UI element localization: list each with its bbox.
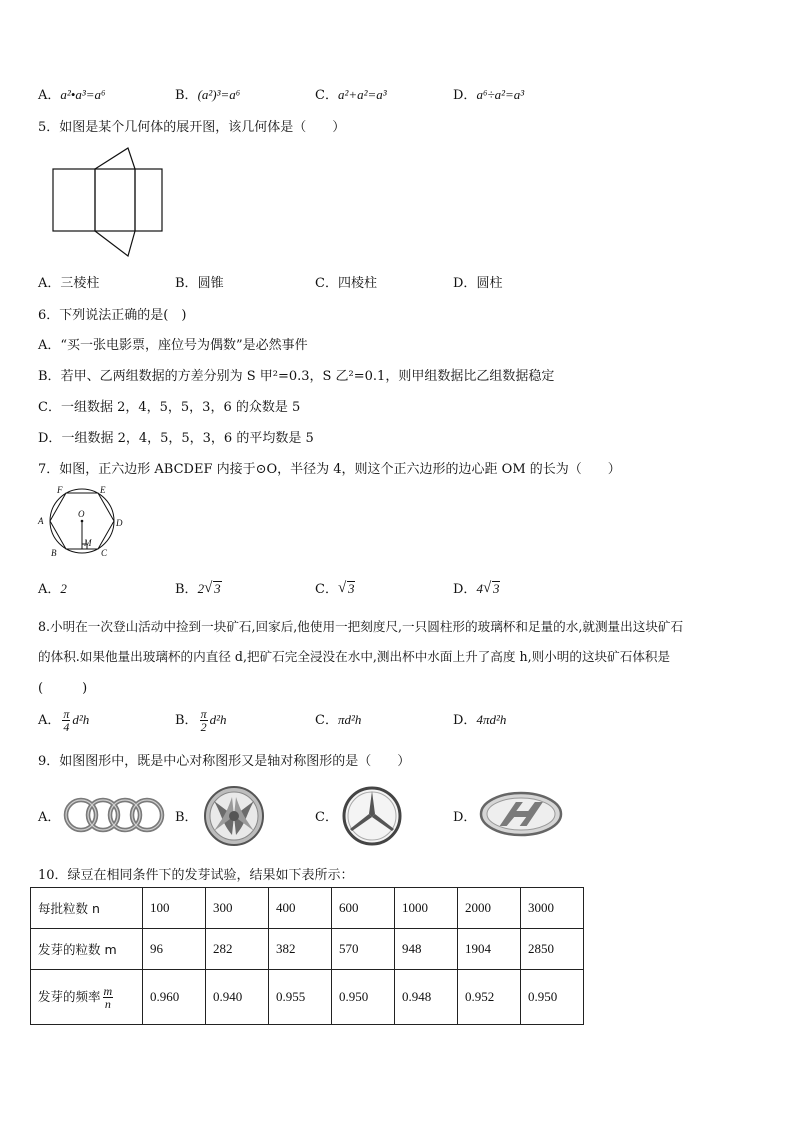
q7-option-a: A．2 bbox=[38, 581, 67, 597]
table-cell: 0.950 bbox=[521, 970, 584, 1025]
q7-option-d: D．4 √ 3 bbox=[453, 580, 500, 597]
q4-option-a: A．a²•a³=a⁶ bbox=[38, 87, 106, 103]
table-cell: 0.955 bbox=[269, 970, 332, 1025]
q4-option-b: B．(a²)³=a⁶ bbox=[175, 87, 241, 103]
table-cell: 100 bbox=[143, 888, 206, 929]
q9-option-d-letter: D． bbox=[453, 810, 477, 825]
oval-h-logo-icon bbox=[478, 790, 564, 838]
table-cell: 3000 bbox=[521, 888, 584, 929]
table-cell: 382 bbox=[269, 929, 332, 970]
q10-stem: 10．绿豆在相同条件下的发芽试验，结果如下表所示： bbox=[38, 868, 354, 883]
table-row bbox=[31, 888, 584, 929]
q7-label-b: B bbox=[51, 548, 57, 558]
q5-prism-net-figure bbox=[50, 145, 165, 260]
table-cell: 0.960 bbox=[143, 970, 206, 1025]
table-cell: 570 bbox=[332, 929, 395, 970]
q5-option-a: A．三棱柱 bbox=[38, 276, 100, 291]
q7-label-m: M bbox=[84, 538, 92, 548]
q8-option-c: C．πd²h bbox=[315, 712, 362, 728]
table-cell: 282 bbox=[206, 929, 269, 970]
table-cell: 1904 bbox=[458, 929, 521, 970]
q7-label-f: F bbox=[57, 485, 63, 495]
q6-stem: 6．下列说法正确的是( ) bbox=[38, 308, 187, 323]
q7-stem: 7．如图，正六边形 ABCDEF 内接于⊙O，半径为 4，则这个正六边形的边心距 OM 的长为（ ） bbox=[38, 462, 621, 477]
table-cell: 2000 bbox=[458, 888, 521, 929]
q7-option-c: C． √ 3 bbox=[315, 580, 355, 597]
q7-hexagon-figure bbox=[36, 484, 130, 560]
table-cell: 0.940 bbox=[206, 970, 269, 1025]
table-cell: 300 bbox=[206, 888, 269, 929]
q7-label-d: D bbox=[116, 518, 123, 528]
table-cell: 400 bbox=[269, 888, 332, 929]
row-label-m: 发芽的粒数 m bbox=[31, 929, 143, 970]
table-cell: 0.948 bbox=[395, 970, 458, 1025]
row-label-n: 每批粒数 n bbox=[31, 888, 143, 929]
table-cell: 0.952 bbox=[458, 970, 521, 1025]
q6-option-b: B．若甲、乙两组数据的方差分别为 S 甲²=0.3，S 乙²=0.1，则甲组数据比乙组数据稳定 bbox=[38, 369, 555, 384]
q8-option-b: B． $\frac{\pi}{2}$ d²h bbox=[175, 707, 227, 734]
q5-option-c: C．四棱柱 bbox=[315, 276, 377, 291]
table-cell: 96 bbox=[143, 929, 206, 970]
q7-label-e: E bbox=[100, 485, 106, 495]
q8-option-a: A． $\frac{\pi}{4}$ d²h bbox=[38, 707, 90, 734]
table-row bbox=[31, 929, 584, 970]
table-cell: 1000 bbox=[395, 888, 458, 929]
table-cell: 0.950 bbox=[332, 970, 395, 1025]
table-cell: 600 bbox=[332, 888, 395, 929]
q8-option-d: D．4πd²h bbox=[453, 712, 507, 728]
table-row bbox=[31, 970, 584, 1025]
table-cell: 948 bbox=[395, 929, 458, 970]
q7-option-b: B．2 √ 3 bbox=[175, 580, 221, 597]
q5-option-d: D．圆柱 bbox=[453, 276, 503, 291]
q7-label-a: A bbox=[38, 516, 44, 526]
table-cell: 2850 bbox=[521, 929, 584, 970]
q7-label-c: C bbox=[101, 548, 108, 558]
q8-stem-line-3: ( ) bbox=[38, 681, 88, 696]
q5-stem: 5．如图是某个几何体的展开图，该几何体是（ ） bbox=[38, 120, 346, 135]
q6-option-c: C．一组数据 2，4，5，5，3，6 的众数是 5 bbox=[38, 400, 301, 415]
three-pointed-star-logo-icon bbox=[340, 785, 404, 847]
q6-option-d: D．一组数据 2，4，5，5，3，6 的平均数是 5 bbox=[38, 431, 314, 446]
q4-option-d: D．a⁶÷a²=a³ bbox=[453, 87, 525, 103]
q7-label-o: O bbox=[78, 509, 85, 519]
q5-option-b: B．圆锥 bbox=[175, 276, 224, 291]
q8-stem-line-1: 8.小明在一次登山活动中捡到一块矿石,回家后,他使用一把刻度尺,一只圆柱形的玻璃杯和足量的水,就测量出这块矿石 bbox=[38, 619, 684, 634]
q6-option-a: A．“买一张电影票，座位号为偶数”是必然事件 bbox=[38, 338, 308, 353]
q9-option-c-letter: C． bbox=[315, 810, 338, 825]
row-label-frequency: 发芽的频率 $\frac{m}{n}$ bbox=[31, 970, 143, 1025]
q4-option-c: C．a²+a²=a³ bbox=[315, 87, 387, 103]
q8-stem-line-2: 的体积.如果他量出玻璃杯的内直径 d,把矿石完全浸没在水中,测出杯中水面上升了高度 h,则小明的这块矿石体积是 bbox=[38, 649, 671, 664]
germination-table bbox=[30, 887, 584, 1025]
four-rings-logo-icon bbox=[62, 795, 166, 835]
q9-option-a-letter: A． bbox=[38, 810, 61, 825]
dongfeng-logo-icon bbox=[202, 785, 266, 847]
q9-stem: 9．如图图形中，既是中心对称图形又是轴对称图形的是（ ） bbox=[38, 754, 411, 769]
q9-option-b-letter: B． bbox=[175, 810, 198, 825]
